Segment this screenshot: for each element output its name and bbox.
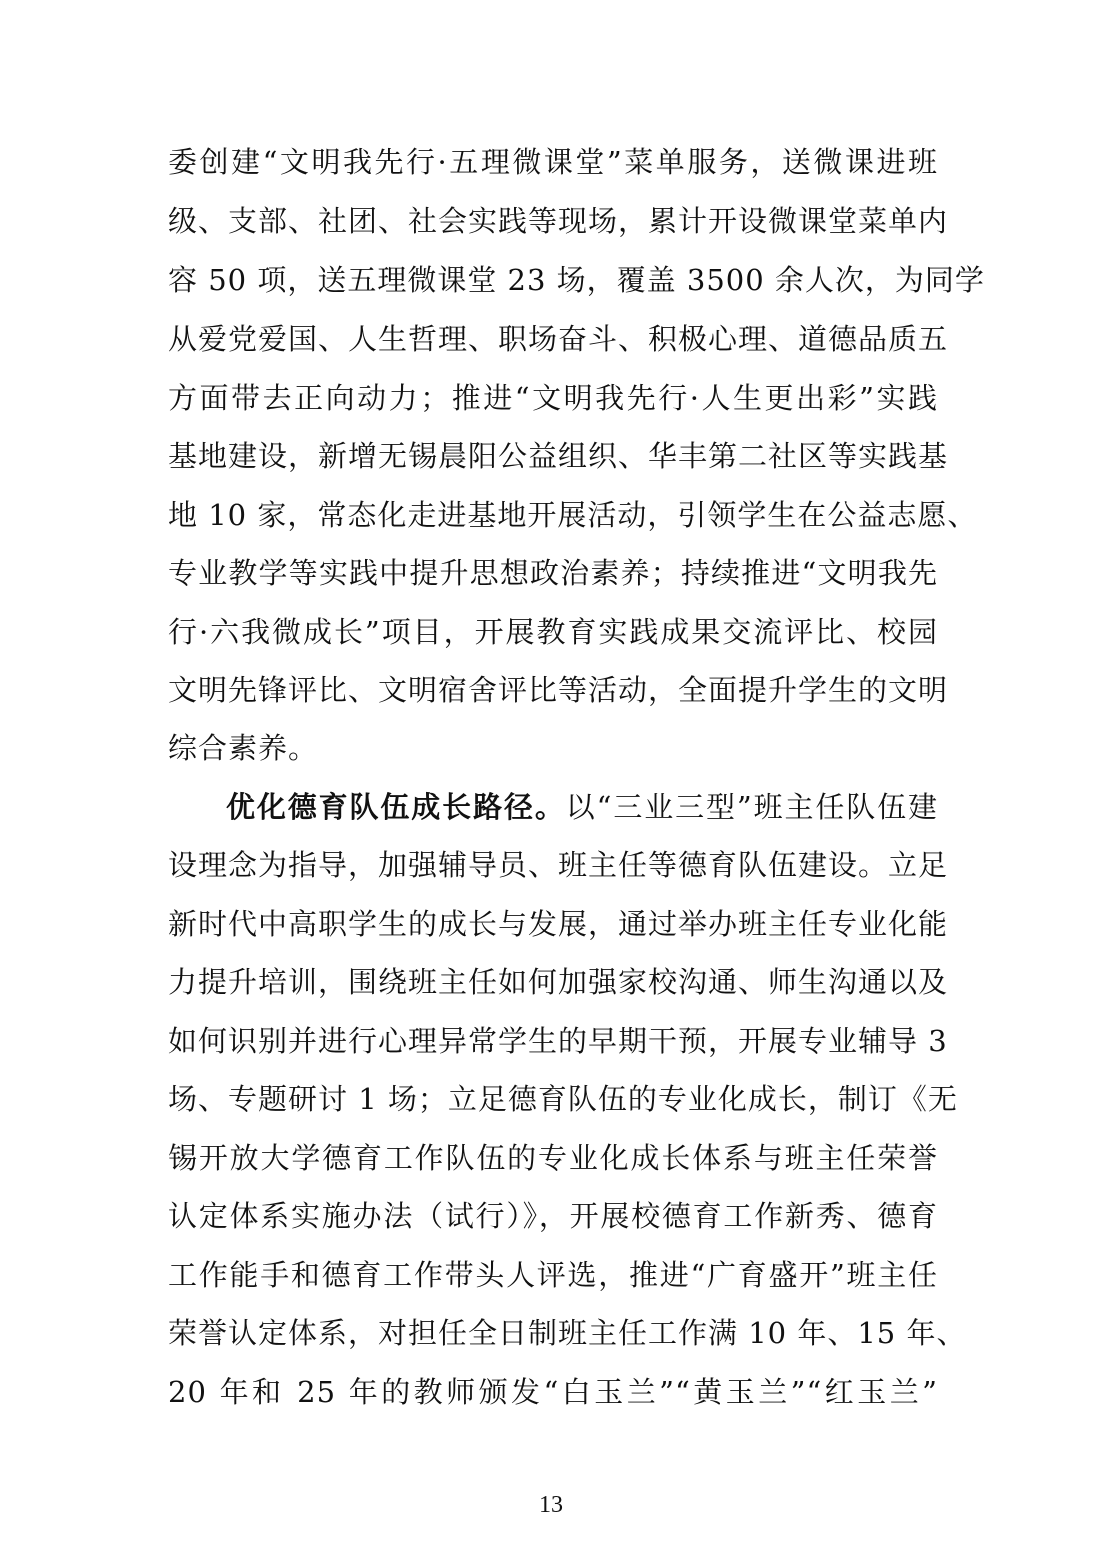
paragraph-1-line-4: 从爱党爱国、人生哲理、职场奋斗、积极心理、道德品质五 xyxy=(168,322,949,356)
paragraph-1-line-11: 综合素养。 xyxy=(168,731,319,765)
paragraph-2-line-4: 力提升培训，围绕班主任如何加强家校沟通、师生沟通以及 xyxy=(168,965,949,999)
paragraph-1-line-10: 文明先锋评比、文明宿舍评比等活动，全面提升学生的文明 xyxy=(168,673,949,707)
paragraph-2-line-10: 荣誉认定体系，对担任全日制班主任工作满 10 年、15 年、 xyxy=(168,1316,967,1350)
paragraph-1-line-9: 行·六我微成长”项目，开展教育实践成果交流评比、校园 xyxy=(168,615,938,649)
paragraph-2-line-5: 如何识别并进行心理异常学生的早期干预，开展专业辅导 3 xyxy=(168,1024,948,1058)
paragraph-1-line-2: 级、支部、社团、社会实践等现场，累计开设微课堂菜单内 xyxy=(168,204,949,238)
paragraph-2-line-3: 新时代中高职学生的成长与发展，通过举办班主任专业化能 xyxy=(168,907,949,941)
page-number: 13 xyxy=(539,1492,563,1518)
paragraph-2-line-8: 认定体系实施办法（试行）》，开展校德育工作新秀、德育 xyxy=(168,1199,938,1233)
paragraph-1-line-5: 方面带去正向动力；推进“文明我先行·人生更出彩”实践 xyxy=(168,381,938,415)
paragraph-1-line-7: 地 10 家，常态化走进基地开展活动，引领学生在公益志愿、 xyxy=(168,498,978,532)
paragraph-1-line-3: 容 50 项，送五理微课堂 23 场，覆盖 3500 余人次，为同学 xyxy=(168,263,985,297)
paragraph-2-line-2: 设理念为指导，加强辅导员、班主任等德育队伍建设。立足 xyxy=(168,848,949,882)
paragraph-2-line-11: 20 年和 25 年的教师颁发“白玉兰”“黄玉兰”“红玉兰” xyxy=(168,1375,938,1409)
paragraph-1-line-1: 委创建“文明我先行·五理微课堂”菜单服务，送微课进班 xyxy=(168,145,938,179)
paragraph-1-line-8: 专业教学等实践中提升思想政治素养；持续推进“文明我先 xyxy=(168,556,938,590)
paragraph-2-heading: 优化德育队伍成长路径。 xyxy=(226,790,566,824)
paragraph-2-line-6: 场、专题研讨 1 场；立足德育队伍的专业化成长，制订《无 xyxy=(168,1082,958,1116)
paragraph-1-line-6: 基地建设，新增无锡晨阳公益组织、华丰第二社区等实践基 xyxy=(168,439,949,473)
paragraph-2-first-line-text: 以“三业三型”班主任队伍建 xyxy=(565,790,938,824)
paragraph-2-line-9: 工作能手和德育工作带头人评选，推进“广育盛开”班主任 xyxy=(168,1258,938,1292)
paragraph-2-line-1 xyxy=(226,787,938,827)
paragraph-2-line-7: 锡开放大学德育工作队伍的专业化成长体系与班主任荣誉 xyxy=(168,1141,938,1175)
